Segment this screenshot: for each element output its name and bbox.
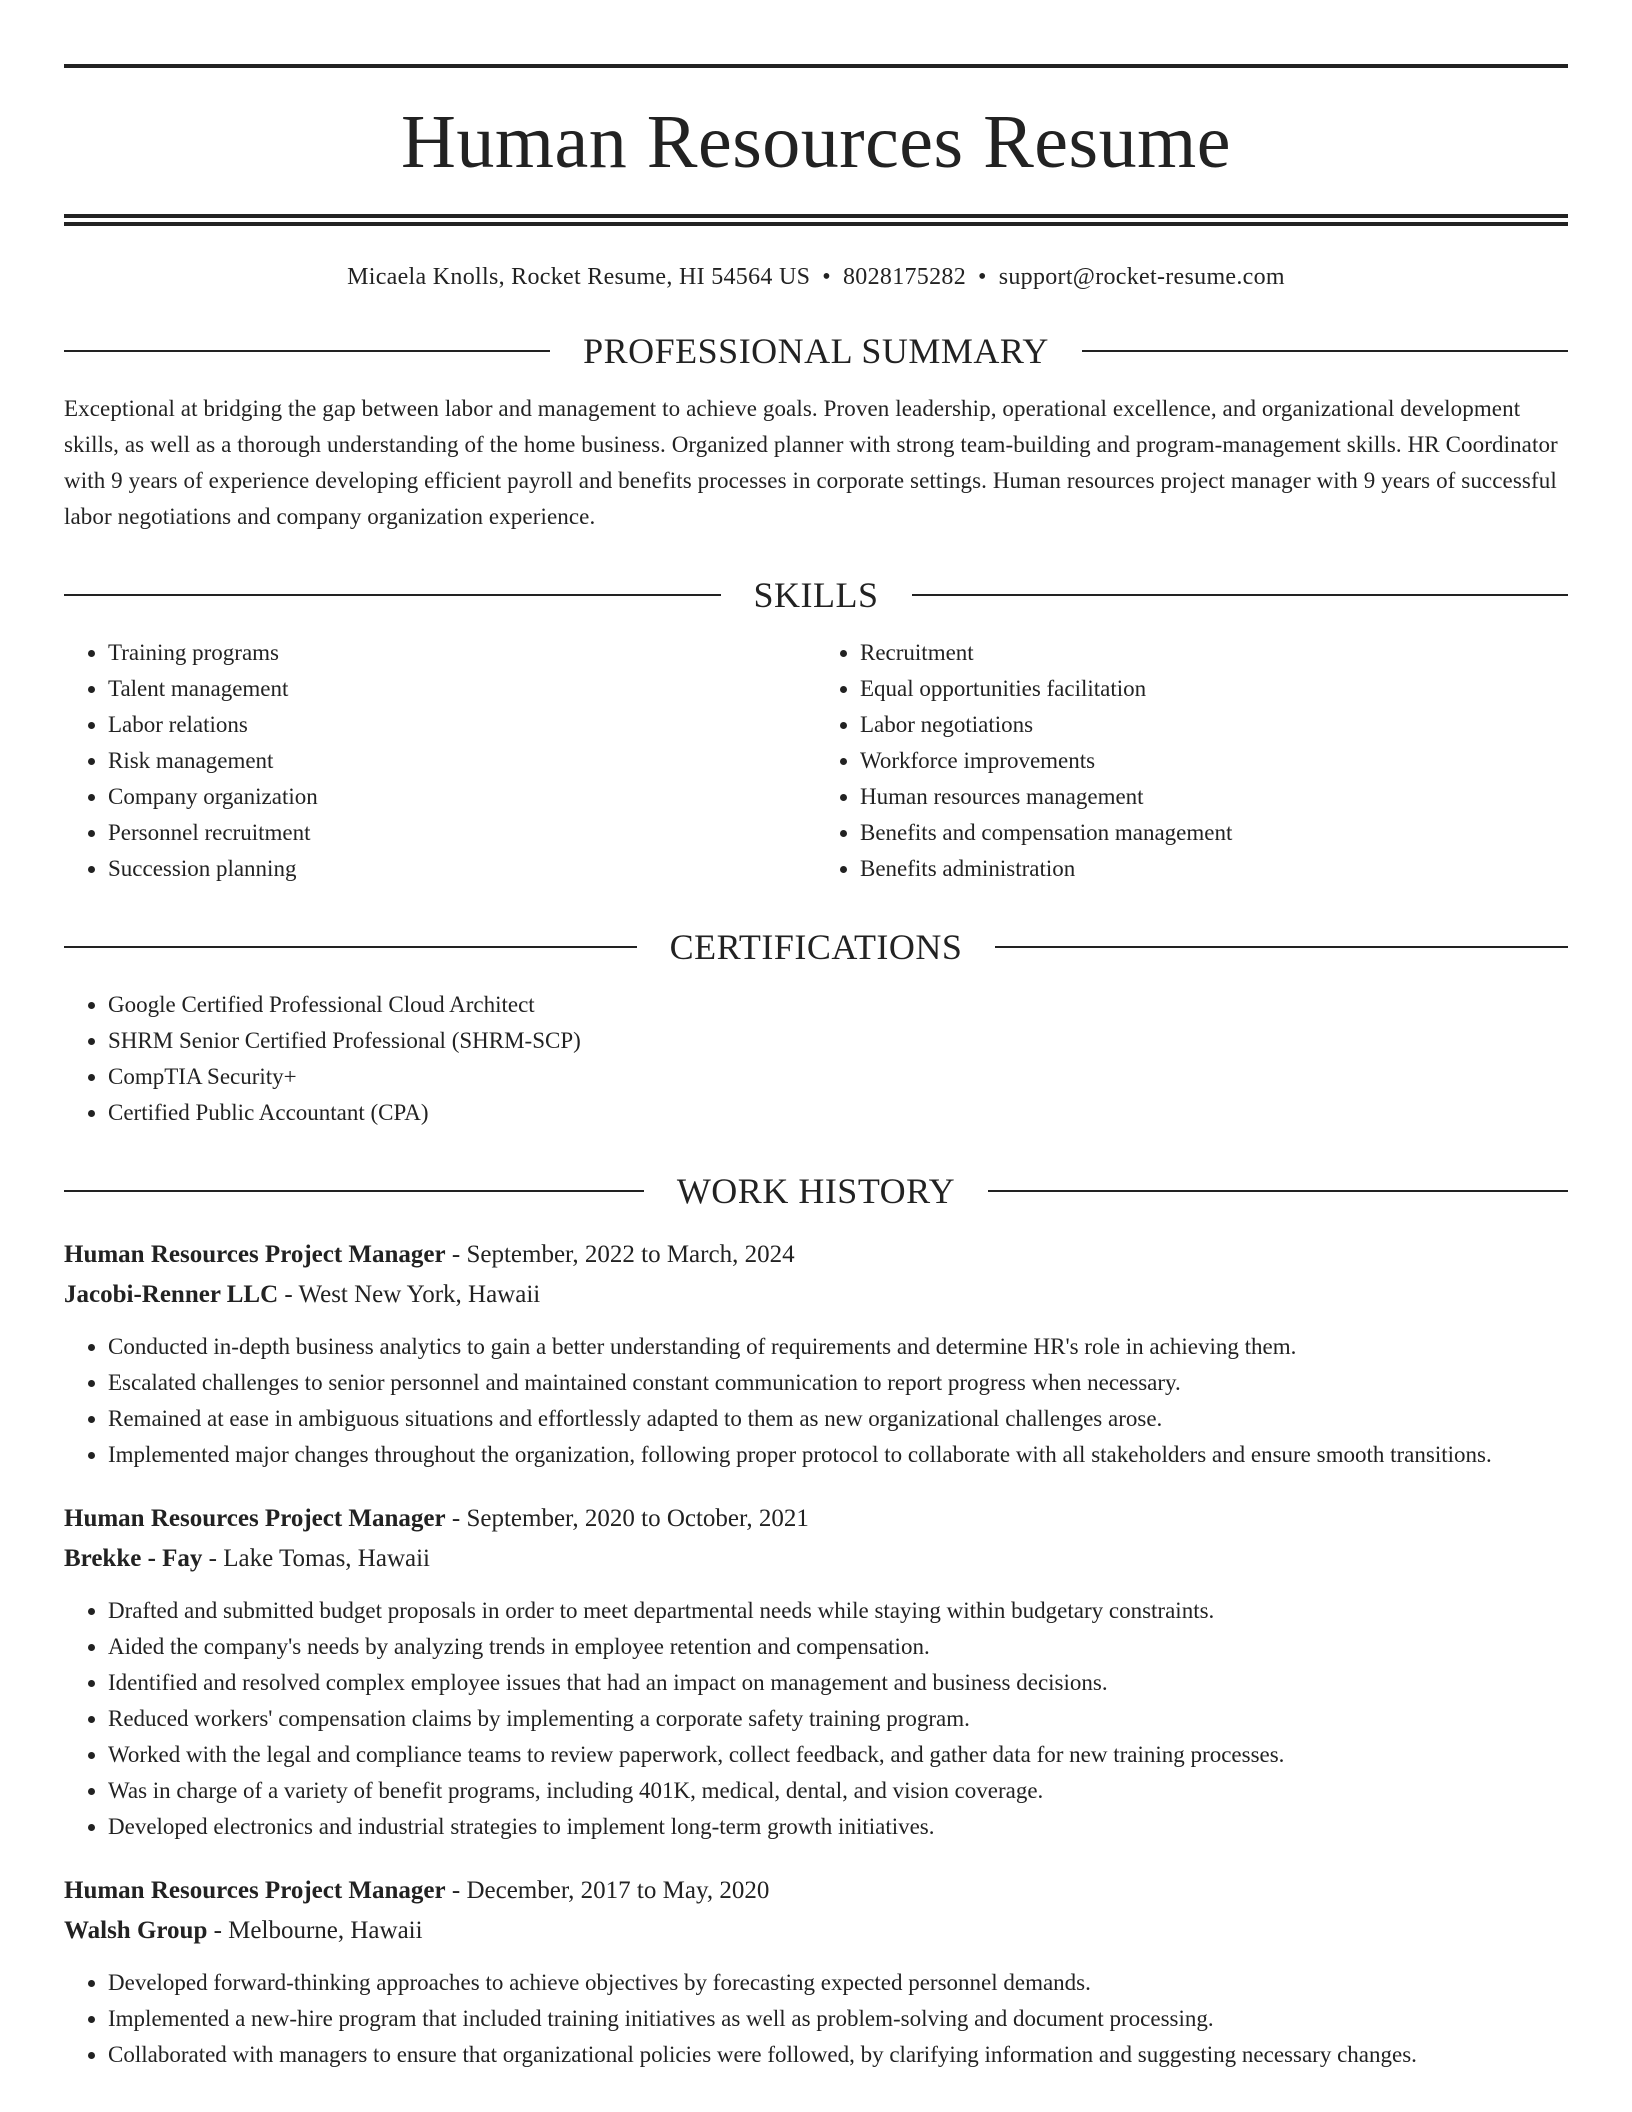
job-bullet: • Conducted in-depth business analytics to gain a better understanding of requirements and determine HR's role in achieving them. [108, 1329, 1568, 1365]
skills-column-right [816, 635, 1568, 887]
heading-rule [64, 594, 721, 596]
skill-item: • Equal opportunities facilitation [860, 671, 1568, 707]
heading-rule [64, 1190, 644, 1192]
skill-item: • Benefits and compensation management [860, 815, 1568, 851]
skill-item: • Personnel recruitment [108, 815, 816, 851]
certification-item: • Certified Public Accountant (CPA) [108, 1095, 1568, 1131]
job-location: - Melbourne, Hawaii [207, 1917, 423, 1944]
job-company: Brekke - Fay [64, 1545, 203, 1572]
skill-item: • Recruitment [860, 635, 1568, 671]
certifications-heading [64, 927, 1568, 967]
resume-page [64, 64, 1568, 2073]
contact-line [64, 264, 1568, 291]
resume-title: Human Resources Resume [401, 100, 1231, 184]
job-bullets [64, 1965, 1568, 2073]
job-bullet: • Developed electronics and industrial strategies to implement long-term growth initiatives. [108, 1809, 1568, 1845]
summary-heading-label: PROFESSIONAL SUMMARY [583, 331, 1049, 371]
skill-item: • Company organization [108, 779, 816, 815]
skill-item: • Workforce improvements [860, 743, 1568, 779]
job-title-line [64, 1499, 1568, 1539]
heading-rule [64, 946, 637, 948]
contact-email[interactable]: support@rocket-resume.com [998, 264, 1285, 290]
skills-heading-label: SKILLS [753, 575, 879, 615]
contact-separator: • [822, 264, 831, 290]
heading-rule [995, 946, 1568, 948]
heading-rule [1082, 350, 1568, 352]
job-bullet: • Collaborated with managers to ensure that organizational policies were followed, by clarifying information and suggesting necessary changes. [108, 2037, 1568, 2073]
skill-item: • Talent management [108, 671, 816, 707]
skills-column-left [64, 635, 816, 887]
job-bullet: • Implemented a new-hire program that included training initiatives as well as problem-solving and document processing. [108, 2001, 1568, 2037]
title-double-rule [64, 214, 1568, 226]
job-dates: - September, 2020 to October, 2021 [445, 1505, 809, 1532]
job-bullets [64, 1593, 1568, 1845]
job-title-line [64, 1871, 1568, 1911]
skill-item: • Benefits administration [860, 851, 1568, 887]
certification-item: • CompTIA Security+ [108, 1059, 1568, 1095]
skill-item: • Risk management [108, 743, 816, 779]
job-bullet: • Reduced workers' compensation claims by implementing a corporate safety training program. [108, 1701, 1568, 1737]
job-company: Walsh Group [64, 1917, 208, 1944]
job-title: Human Resources Project Manager [64, 1505, 446, 1532]
job-entry [64, 1235, 1568, 1473]
heading-rule [988, 1190, 1568, 1192]
job-location: - Lake Tomas, Hawaii [202, 1545, 430, 1572]
job-company-line [64, 1275, 1568, 1315]
work-history-heading-label: WORK HISTORY [676, 1171, 956, 1211]
certification-item: • SHRM Senior Certified Professional (SHRM-SCP) [108, 1023, 1568, 1059]
skill-item: • Labor negotiations [860, 707, 1568, 743]
job-dates: - September, 2022 to March, 2024 [445, 1241, 795, 1268]
job-bullet: • Drafted and submitted budget proposals in order to meet departmental needs while staying within budgetary constraints. [108, 1593, 1568, 1629]
job-bullet: • Escalated challenges to senior personnel and maintained constant communication to report progress when necessary. [108, 1365, 1568, 1401]
job-bullet: • Implemented major changes throughout the organization, following proper protocol to collaborate with all stakeholders and ensure smooth transitions. [108, 1437, 1568, 1473]
top-rule [64, 64, 1568, 68]
job-bullet: • Was in charge of a variety of benefit programs, including 401K, medical, dental, and vision coverage. [108, 1773, 1568, 1809]
heading-rule [912, 594, 1569, 596]
contact-address: Micaela Knolls, Rocket Resume, HI 54564 US [347, 264, 811, 290]
skill-item: • Succession planning [108, 851, 816, 887]
job-entry [64, 1499, 1568, 1845]
work-history-heading [64, 1171, 1568, 1211]
job-bullet: • Remained at ease in ambiguous situations and effortlessly adapted to them as new organizational challenges arose. [108, 1401, 1568, 1437]
job-location: - West New York, Hawaii [278, 1281, 541, 1308]
job-entry [64, 1871, 1568, 2073]
job-bullet: • Aided the company's needs by analyzing trends in employee retention and compensation. [108, 1629, 1568, 1665]
job-title-line [64, 1235, 1568, 1275]
summary-heading [64, 331, 1568, 371]
job-bullets [64, 1329, 1568, 1473]
job-company-line [64, 1539, 1568, 1579]
contact-separator: • [978, 264, 987, 290]
job-bullet: • Worked with the legal and compliance teams to review paperwork, collect feedback, and gather data for new training processes. [108, 1737, 1568, 1773]
job-bullet: • Identified and resolved complex employee issues that had an impact on management and business decisions. [108, 1665, 1568, 1701]
skills-list [64, 635, 1568, 887]
skill-item: • Labor relations [108, 707, 816, 743]
job-dates: - December, 2017 to May, 2020 [445, 1877, 770, 1904]
job-company: Jacobi-Renner LLC [64, 1281, 279, 1308]
heading-rule [64, 350, 550, 352]
summary-text: Exceptional at bridging the gap between labor and management to achieve goals. Proven leadership, operational excellence, and organizational development skills, as well as a thorough understanding of the home business. Organized planner with strong team-building and program-management skills. HR Coordinator with 9 years of experience developing efficient payroll and benefits processes in corporate settings. Human resources project manager with 9 years of successful labor negotiations and company organization experience. [64, 396, 1558, 529]
certifications-heading-label: CERTIFICATIONS [669, 927, 963, 967]
certification-item: • Google Certified Professional Cloud Architect [108, 987, 1568, 1023]
certifications-list [64, 987, 1568, 1131]
contact-phone: 8028175282 [843, 264, 966, 290]
skills-heading [64, 575, 1568, 615]
job-title: Human Resources Project Manager [64, 1241, 446, 1268]
job-title: Human Resources Project Manager [64, 1877, 446, 1904]
skill-item: • Training programs [108, 635, 816, 671]
job-company-line [64, 1911, 1568, 1951]
job-bullet: • Developed forward-thinking approaches to achieve objectives by forecasting expected personnel demands. [108, 1965, 1568, 2001]
skill-item: • Human resources management [860, 779, 1568, 815]
